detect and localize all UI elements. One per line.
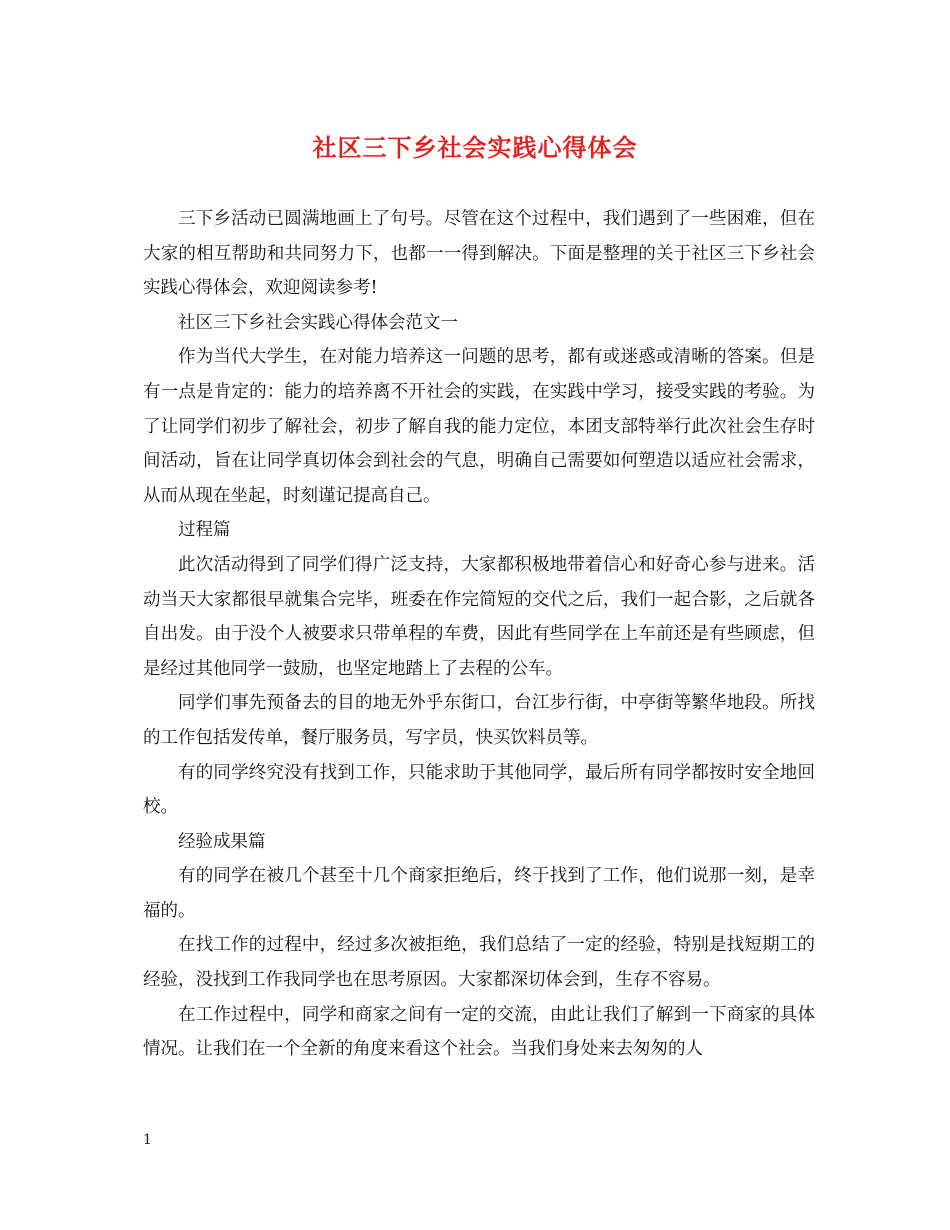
paragraph: 在工作过程中，同学和商家之间有一定的交流，由此让我们了解到一下商家的具体情况。让我们在一个全新的角度来看这个社会。当我们身处来去匆匆的人 — [143, 1004, 815, 1060]
document-title: 社区三下乡社会实践心得体会 — [312, 133, 638, 162]
page-number: 1 — [143, 1132, 152, 1148]
section-heading-process: 过程篇 — [178, 520, 231, 541]
section-heading-sample-one: 社区三下乡社会实践心得体会范文一 — [178, 312, 458, 333]
paragraph: 在找工作的过程中，经过多次被拒绝，我们总结了一定的经验，特别是找短期工的经验，没找到工作我同学也在思考原因。大家都深切体会到，生存不容易。 — [143, 935, 815, 991]
paragraph: 同学们事先预备去的目的地无外乎东街口，台江步行街，中亭街等繁华地段。所找的工作包括发传单，餐厅服务员，写字员，快买饮料员等。 — [143, 693, 815, 748]
paragraph: 此次活动得到了同学们得广泛支持，大家都积极地带着信心和好奇心参与进来。活动当天大家都很早就集合完毕，班委在作完简短的交代之后，我们一起合影，之后就各自出发。由于没个人被要求只带单程的车费，因此有些同学在上车前还是有些顾虑，但是经过其他同学一鼓励，也坚定地踏上了去程的公车。 — [143, 554, 815, 679]
paragraph: 三下乡活动已圆满地画上了句号。尽管在这个过程中，我们遇到了一些困难，但在大家的相互帮助和共同努力下，也都一一得到解决。下面是整理的关于社区三下乡社会实践心得体会，欢迎阅读参考! — [143, 209, 815, 299]
paragraph: 作为当代大学生，在对能力培养这一问题的思考，都有或迷惑或清晰的答案。但是有一点是肯定的：能力的培养离不开社会的实践，在实践中学习，接受实践的考验。为了让同学们初步了解社会，初步了解自我的能力定位，本团支部特举行此次社会生存时间活动，旨在让同学真切体会到社会的气息，明确自己需要如何塑造以适应社会需求，从而从现在坐起，时刻谨记提高自己。 — [143, 347, 815, 506]
paragraph: 有的同学终究没有找到工作，只能求助于其他同学，最后所有同学都按时安全地回校。 — [143, 762, 815, 818]
document-body — [143, 202, 815, 1067]
paragraph: 有的同学在被几个甚至十几个商家拒绝后，终于找到了工作，他们说那一刻，是幸福的。 — [143, 866, 815, 921]
section-heading-experience: 经验成果篇 — [178, 831, 266, 852]
